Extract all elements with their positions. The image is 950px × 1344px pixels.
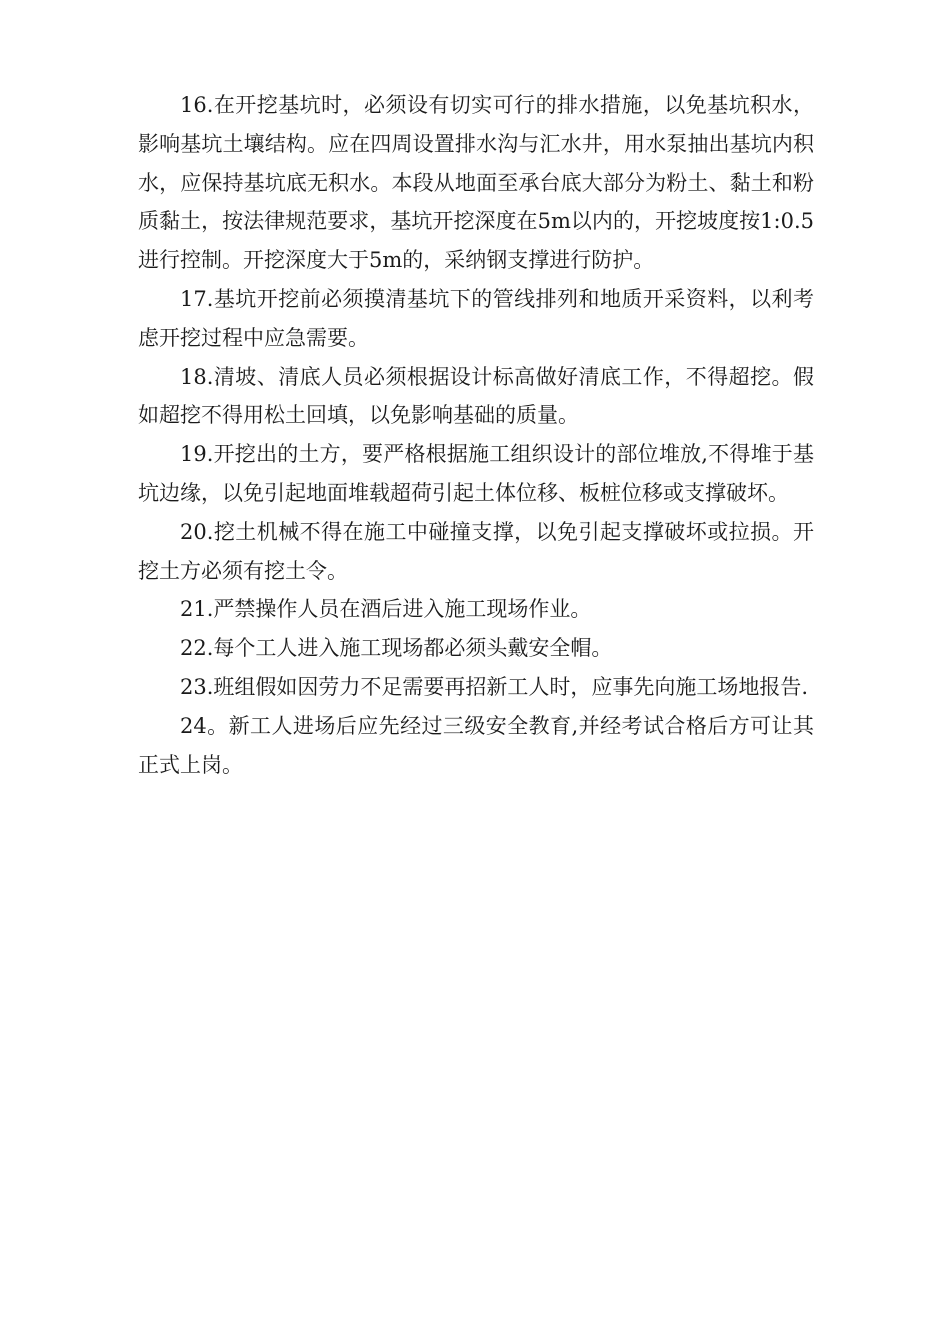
- paragraph-item-24: 24。新工人进场后应先经过三级安全教育,并经考试合格后方可让其正式上岗。: [138, 713, 814, 777]
- paragraph-item-23: 23.班组假如因劳力不足需要再招新工人时，应事先向施工场地报告.: [180, 674, 809, 699]
- paragraph-item-21: 21.严禁操作人员在酒后进入施工现场作业。: [180, 597, 592, 622]
- document-body: [138, 86, 814, 784]
- paragraph-item-16: 16.在开挖基坑时，必须设有切实可行的排水措施，以免基坑积水，影响基坑土壤结构。应在四周设置排水沟与汇水井，用水泵抽出基坑内积水，应保持基坑底无积水。本段从地面至承台底大部分为粉土、黏土和粉质黏土，按法律规范要求，基坑开挖深度在5m以内的，开挖坡度按1:0.5进行控制。开挖深度大于5m的，采纳钢支撑进行防护。: [138, 93, 814, 273]
- paragraph-item-17: 17.基坑开挖前必须摸清基坑下的管线排列和地质开采资料，以利考虑开挖过程中应急需要。: [138, 286, 814, 350]
- paragraph-item-22: 22.每个工人进入施工现场都必须头戴安全帽。: [180, 636, 613, 661]
- paragraph-item-19: 19.开挖出的土方，要严格根据施工组织设计的部位堆放,不得堆于基坑边缘，以免引起地面堆载超荷引起土体位移、板桩位移或支撑破坏。: [138, 442, 814, 505]
- paragraph-item-20: 20.挖土机械不得在施工中碰撞支撑，以免引起支撑破坏或拉损。开挖土方必须有挖土令。: [138, 519, 814, 583]
- paragraph-item-18: 18.清坡、清底人员必须根据设计标高做好清底工作，不得超挖。假如超挖不得用松土回填，以免影响基础的质量。: [138, 364, 814, 428]
